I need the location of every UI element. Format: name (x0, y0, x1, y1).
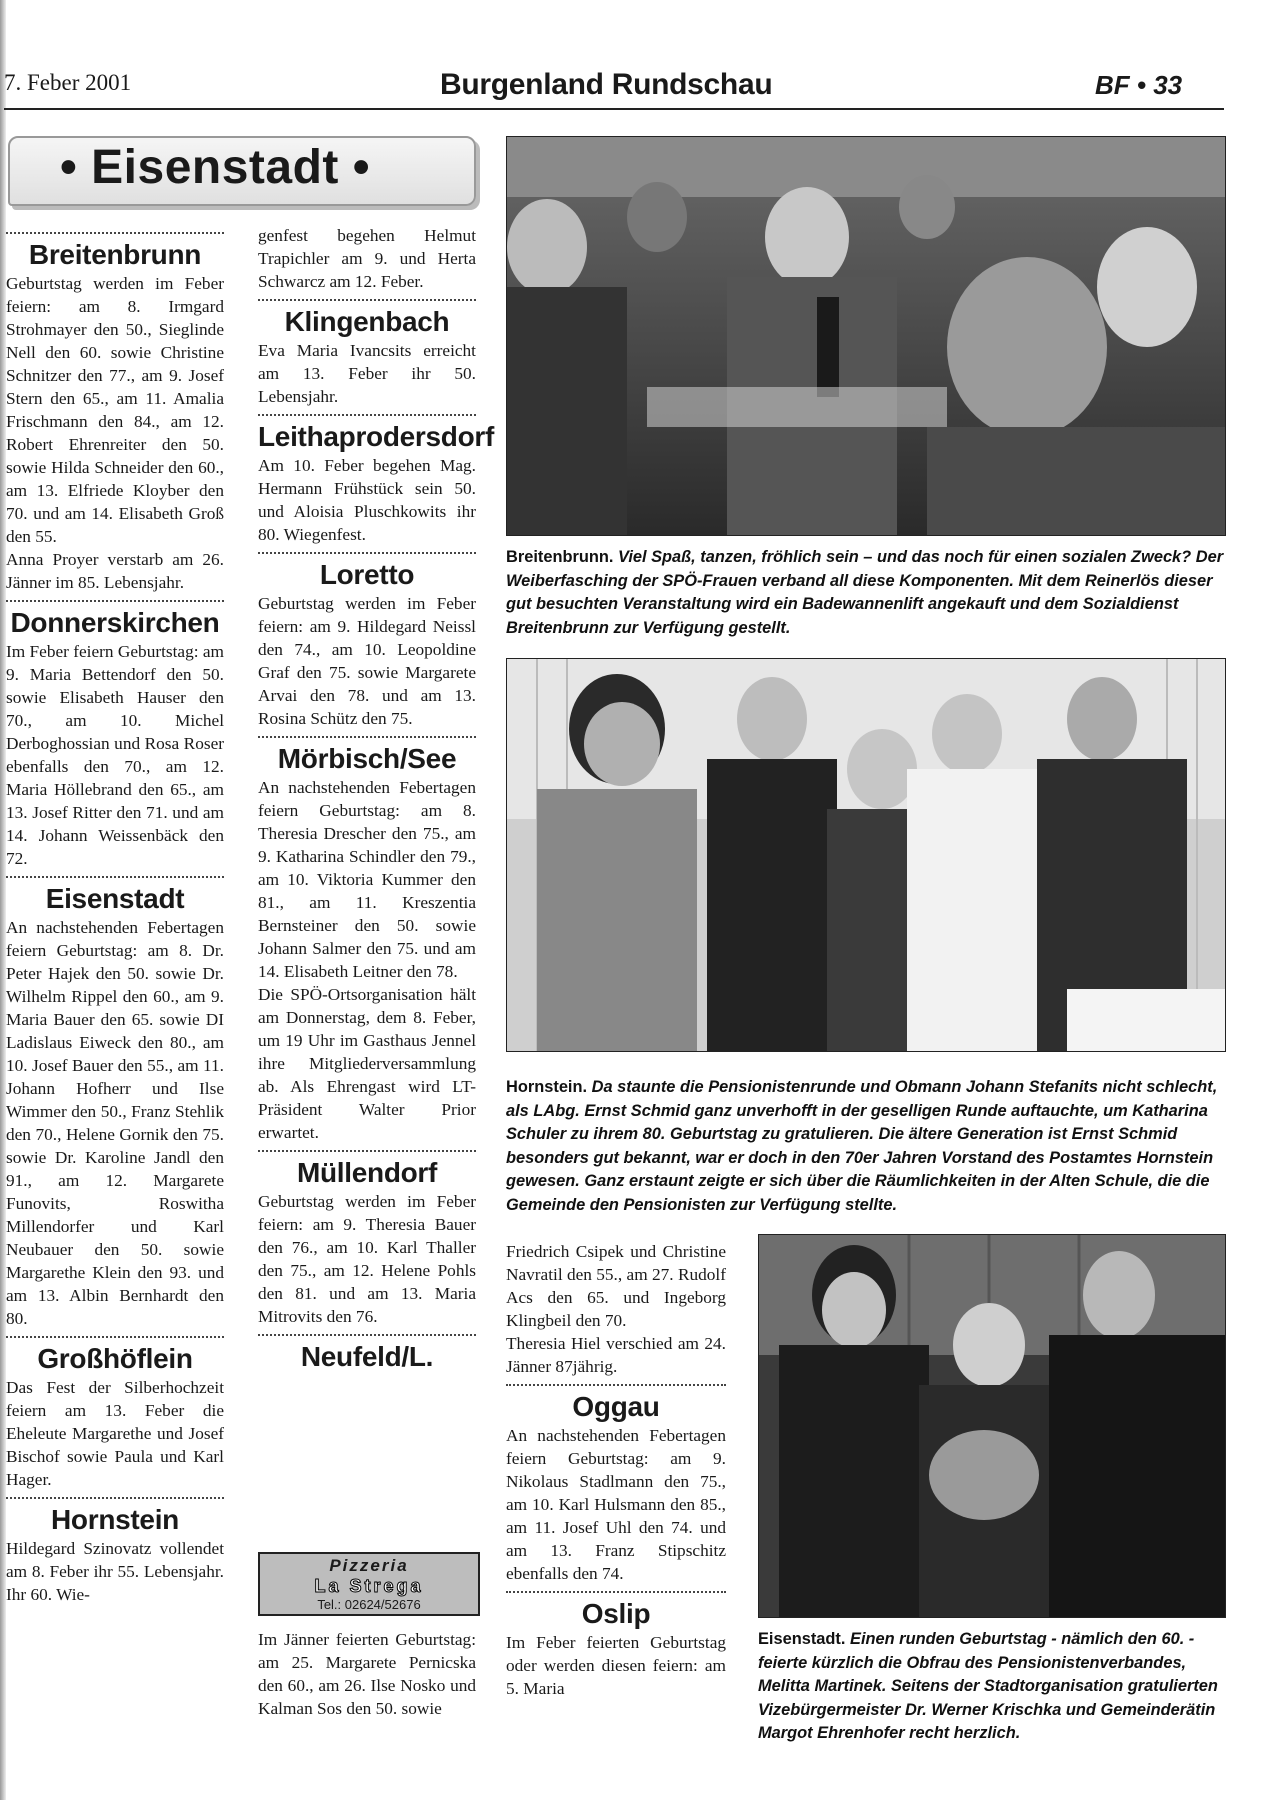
dotted-divider (6, 1336, 224, 1338)
column-1 (6, 226, 224, 1606)
photo-hornstein-image (507, 659, 1225, 1051)
photo-eisenstadt-image (759, 1235, 1225, 1617)
heading-loretto: Loretto (319, 559, 415, 590)
dotted-divider (258, 736, 476, 738)
caption-place: Eisenstadt. (758, 1630, 846, 1648)
dotted-divider (6, 600, 224, 602)
heading-eisenstadt: Eisenstadt (45, 883, 185, 914)
photo-breitenbrunn (506, 136, 1226, 536)
heading-breitenbrunn: Breitenbrunn (28, 239, 202, 270)
caption-hornstein (506, 1076, 1226, 1217)
heading-hornstein: Hornstein (51, 1504, 179, 1535)
header-rule (4, 108, 1224, 110)
caption-text: Da staunte die Pensionistenrunde und Obmann Johann Stefanits nicht schlecht, als LAbg. Ernst Schmid ganz unverhofft in der geselligen Runde auftauchte, um Katharina Schuler zu ihrem 80. Geburtstag zu gratulieren. Die ältere Generation ist Ernst Schmid besonders gut bekannt, war er doch in den 70er Jahren Vorstand des Postamtes Hornstein gewesen. Ganz erstaunt zeigte er sich über die Räumlichkeiten in der Alten Schule, die die Gemeinde den Pensionisten zur Verfügung stellte. (506, 1078, 1218, 1214)
text-breitenbrunn-obituary: Anna Proyer verstarb am 26. Jänner im 85. Lebensjahr. (6, 550, 224, 592)
text-oggau: An nachstehenden Febertagen feiern Geburtstag: am 9. Nikolaus Stadlmann den 75., am 10. Karl Hulsmann den 85., am 11. Josef Uhl den 74. und am 13. Franz Stipschitz ebenfalls den 74. (506, 1426, 726, 1583)
dotted-divider (258, 414, 476, 416)
text-hornstein-continued: genfest begehen Helmut Trapichler am 9. und Herta Schwarcz am 12. Feber. (258, 226, 476, 291)
pizzeria-advertisement (258, 1552, 480, 1616)
text-neufeld: Im Jänner feierten Geburtstag: am 25. Margarete Pernicska den 60., am 26. Ilse Nosko und Kalman Sos den 50. sowie (258, 1630, 476, 1718)
caption-text: Einen runden Geburtstag - nämlich den 60. - feierte kürzlich die Obfrau des Pensionistenverbandes, Melitta Martinek. Seitens der Stadtorganisation gratulierten Vizebürgermeister Dr. Werner Krischka und Gemeinderätin Margot Ehrenhofer recht herzlich. (758, 1630, 1218, 1742)
text-grosshoeflein: Das Fest der Silberhochzeit feiern am 13. Feber die Eheleute Margarethe und Josef Bischof sowie Paula und Karl Hager. (6, 1378, 224, 1489)
text-breitenbrunn: Geburtstag werden im Feber feiern: am 8. Irmgard Strohmayer den 50., Sieglinde Nell den 60. sowie Christine Schnitzer den 77., am 9. Josef Stern den 65., am 11. Amalia Frischmann den 84., am 12. Robert Ehrenreiter den 50. sowie Hilda Schneider den 60., am 13. Elfriede Kloyber den 70. und am 14. Elisabeth Groß den 55. (6, 274, 224, 546)
photo-eisenstadt (758, 1234, 1226, 1618)
dotted-divider (258, 552, 476, 554)
photo-breitenbrunn-image (507, 137, 1225, 535)
text-hornstein: Hildegard Szinovatz vollendet am 8. Feber ihr 55. Lebensjahr. Ihr 60. Wie- (6, 1539, 224, 1604)
text-loretto: Geburtstag werden im Feber feiern: am 9. Hildegard Neissl den 74., am 10. Leopoldine Graf den 75. sowie Margarete Arvai den 78. und am 13. Rosina Schütz den 75. (258, 594, 476, 728)
dotted-divider (6, 876, 224, 878)
ad-line-2: La Strega (314, 1576, 424, 1596)
photo-hornstein (506, 658, 1226, 1052)
caption-place: Breitenbrunn. (506, 548, 614, 566)
dotted-divider (258, 1150, 476, 1152)
text-muellendorf: Geburtstag werden im Feber feiern: am 9. Theresia Bauer den 76., am 10. Karl Thaller den 75., am 12. Helene Pohls den 81. und am 13. Maria Mitrovits den 76. (258, 1192, 476, 1326)
section-title: • Eisenstadt • (60, 141, 371, 194)
column-3 (506, 1240, 726, 1700)
dotted-divider (258, 1334, 476, 1336)
caption-breitenbrunn (506, 546, 1226, 640)
heading-klingenbach: Klingenbach (284, 306, 450, 337)
heading-moerbisch: Mörbisch/See (277, 743, 457, 774)
dotted-divider (6, 232, 224, 234)
caption-place: Hornstein. (506, 1078, 588, 1096)
newspaper-title: Burgenland Rundschau (440, 68, 773, 101)
text-eisenstadt: An nachstehenden Febertagen feiern Geburtstag: am 8. Dr. Peter Hajek den 50. sowie Dr. Wilhelm Rippel den 60., am 9. Maria Bauer den 65. sowie DI Ladislaus Eiweck den 80., am 10. Josef Bauer den 55., am 11. Johann Hofherr und Ilse Wimmer den 50., Franz Stehlik den 70., Helene Gornik den 75. sowie Dr. Karoline Jandl den 91., am 12. Margarete Funovits, Roswitha Millendorfer und Karl Neubauer den 50. sowie Margarethe Klein den 93. und am 13. Albin Bernhardt den 80. (6, 918, 224, 1328)
dotted-divider (506, 1384, 726, 1386)
text-moerbisch: An nachstehenden Febertagen feiern Geburtstag: am 8. Theresia Drescher den 75., am 9. Katharina Schindler den 79., am 10. Viktoria Kummer den 81., am 11. Kreszentia Bernsteiner den 50. sowie Johann Salmer den 75. und am 14. Elisabeth Leitner den 78. (258, 778, 476, 981)
ad-line-1: Pizzeria (329, 1556, 409, 1575)
heading-donnerskirchen: Donnerskirchen (10, 607, 220, 638)
heading-grosshoeflein: Großhöflein (37, 1343, 193, 1374)
caption-eisenstadt (758, 1628, 1226, 1746)
text-oslip: Im Feber feierten Geburtstag oder werden diesen feiern: am 5. Maria (506, 1633, 726, 1698)
page-number: BF • 33 (1095, 70, 1183, 100)
issue-date: 7. Feber 2001 (4, 70, 132, 95)
dotted-divider (258, 299, 476, 301)
text-moerbisch-meeting: Die SPÖ-Ortsorganisation hält am Donnerstag, dem 8. Feber, um 19 Uhr im Gasthaus Jennel ihre Mitgliederversammlung ab. Als Ehrengast wird LT-Präsident Walter Prior erwartet. (258, 985, 476, 1142)
text-leithaprodersdorf: Am 10. Feber begehen Mag. Hermann Frühstück sein 50. und Aloisia Pluschkowits ihr 80. Wiegenfest. (258, 456, 476, 544)
text-neufeld-obituary: Theresia Hiel verschied am 24. Jänner 87jährig. (506, 1334, 726, 1376)
text-klingenbach: Eva Maria Ivancsits erreicht am 13. Feber ihr 50. Lebensjahr. (258, 341, 476, 406)
heading-muellendorf: Müllendorf (296, 1157, 438, 1188)
heading-neufeld: Neufeld/L. (300, 1341, 434, 1372)
column-2-bottom (258, 1628, 476, 1720)
dotted-divider (6, 1497, 224, 1499)
heading-oslip: Oslip (581, 1598, 651, 1629)
heading-oggau: Oggau (572, 1391, 660, 1422)
ad-phone: Tel.: 02624/52676 (317, 1597, 421, 1612)
text-neufeld-continued: Friedrich Csipek und Christine Navratil den 55., am 27. Rudolf Acs den 65. und Ingeborg Klingbeil den 70. (506, 1242, 726, 1330)
caption-text: Viel Spaß, tanzen, fröhlich sein – und das noch für einen sozialen Zweck? Der Weiberfasching der SPÖ-Frauen verband all diese Komponenten. Mit dem Reinerlös dieser gut besuchten Veranstaltung wird ein Badewannenlift angekauft und dem Sozialdienst Breitenbrunn zur Verfügung gestellt. (506, 548, 1224, 637)
column-2 (258, 224, 495, 1374)
heading-leithaprodersdorf: Leithaprodersdorf (258, 421, 495, 452)
text-donnerskirchen: Im Feber feiern Geburtstag: am 9. Maria Bettendorf den 50. sowie Elisabeth Hauser den 70., am 10. Michel Derboghossian und Rosa Roser ebenfalls den 70., am 12. Maria Höllebrand den 65., am 13. Josef Ritter den 71. und am 14. Johann Weissenbäck den 72. (6, 642, 224, 868)
dotted-divider (506, 1591, 726, 1593)
